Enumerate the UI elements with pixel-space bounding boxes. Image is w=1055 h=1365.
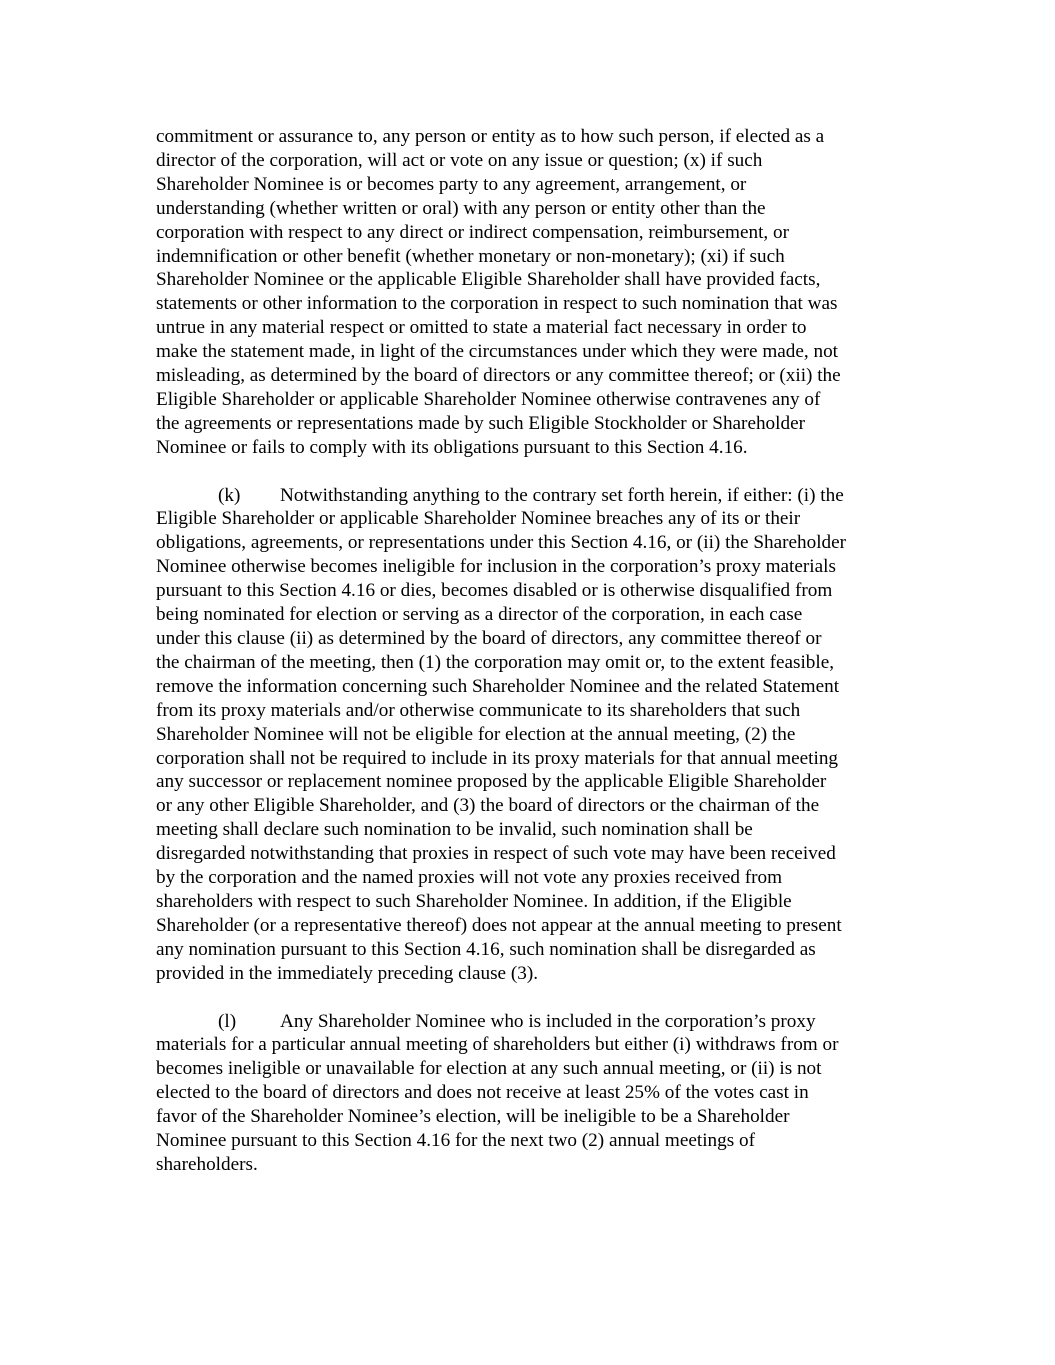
text-line: or any other Eligible Shareholder, and (3) the board of directors or the chairman of the: [156, 795, 820, 817]
text-line: any successor or replacement nominee proposed by the applicable Eligible Shareholder: [156, 771, 827, 793]
text-line: becomes ineligible or unavailable for election at any such annual meeting, or (ii) is not: [156, 1058, 822, 1080]
text-line: untrue in any material respect or omitted to state a material fact necessary in order to: [156, 317, 807, 339]
document-body: [156, 125, 906, 1201]
paragraph-k: [156, 484, 906, 986]
text-line: the agreements or representations made by such Eligible Stockholder or Shareholder: [156, 412, 805, 434]
text-line: Shareholder Nominee or the applicable Eligible Shareholder shall have provided facts,: [156, 269, 821, 291]
text-line: materials for a particular annual meeting of shareholders but either (i) withdraws from or: [156, 1034, 839, 1056]
clause-marker-l: (l): [218, 1010, 237, 1032]
text-line: Eligible Shareholder or applicable Shareholder Nominee otherwise contravenes any of: [156, 388, 821, 410]
text-line: Nominee or fails to comply with its obligations pursuant to this Section 4.16.: [156, 436, 748, 458]
text-line: remove the information concerning such Shareholder Nominee and the related Statement: [156, 675, 840, 697]
text-line: Shareholder Nominee will not be eligible for election at the annual meeting, (2) the: [156, 723, 796, 745]
text-line: by the corporation and the named proxies will not vote any proxies received from: [156, 867, 783, 889]
text-line: Notwithstanding anything to the contrary set forth herein, if either: (i) the: [280, 484, 844, 506]
text-line: elected to the board of directors and does not receive at least 25% of the votes cast in: [156, 1082, 809, 1104]
text-line: Eligible Shareholder or applicable Shareholder Nominee breaches any of its or their: [156, 508, 801, 530]
text-line: Shareholder Nominee is or becomes party to any agreement, arrangement, or: [156, 173, 747, 195]
text-line: favor of the Shareholder Nominee’s election, will be ineligible to be a Shareholder: [156, 1106, 790, 1128]
text-line-first: [156, 484, 906, 508]
text-line: corporation with respect to any direct or indirect compensation, reimbursement, or: [156, 221, 789, 243]
paragraph-continuation: [156, 125, 906, 460]
text-line: obligations, agreements, or representations under this Section 4.16, or (ii) the Shareholder: [156, 532, 847, 554]
text-line: Nominee pursuant to this Section 4.16 for the next two (2) annual meetings of: [156, 1130, 755, 1152]
text-line: the chairman of the meeting, then (1) the corporation may omit or, to the extent feasible,: [156, 651, 835, 673]
text-line: shareholders.: [156, 1153, 258, 1175]
clause-marker-k: (k): [218, 484, 241, 506]
text-line: understanding (whether written or oral) with any person or entity other than the: [156, 197, 766, 219]
text-line: indemnification or other benefit (whether monetary or non-monetary); (xi) if such: [156, 245, 785, 267]
text-line: pursuant to this Section 4.16 or dies, becomes disabled or is otherwise disqualified from: [156, 580, 833, 602]
text-line: Any Shareholder Nominee who is included in the corporation’s proxy: [280, 1010, 816, 1032]
text-line: being nominated for election or serving as a director of the corporation, in each case: [156, 604, 803, 626]
text-line: under this clause (ii) as determined by the board of directors, any committee thereof or: [156, 628, 822, 650]
text-line: director of the corporation, will act or vote on any issue or question; (x) if such: [156, 149, 763, 171]
text-line: from its proxy materials and/or otherwise communicate to its shareholders that such: [156, 699, 801, 721]
text-line: commitment or assurance to, any person or entity as to how such person, if elected as a: [156, 126, 825, 147]
paragraph-l: [156, 1010, 906, 1177]
text-line: any nomination pursuant to this Section 4.16, such nomination shall be disregarded as: [156, 938, 816, 960]
text-line: Nominee otherwise becomes ineligible for inclusion in the corporation’s proxy materials: [156, 556, 836, 578]
text-line-first: [156, 1010, 906, 1034]
text-line: meeting shall declare such nomination to be invalid, such nomination shall be: [156, 819, 753, 841]
text-line: make the statement made, in light of the circumstances under which they were made, not: [156, 341, 838, 363]
text-line: shareholders with respect to such Shareholder Nominee. In addition, if the Eligible: [156, 890, 792, 912]
text-line: misleading, as determined by the board of directors or any committee thereof; or (xii) the: [156, 365, 841, 387]
text-line: Shareholder (or a representative thereof) does not appear at the annual meeting to present: [156, 914, 842, 936]
text-line: provided in the immediately preceding clause (3).: [156, 962, 539, 984]
text-line: corporation shall not be required to include in its proxy materials for that annual meeting: [156, 747, 839, 769]
text-line: disregarded notwithstanding that proxies in respect of such vote may have been received: [156, 843, 836, 865]
text-line: statements or other information to the corporation in respect to such nomination that was: [156, 293, 838, 315]
